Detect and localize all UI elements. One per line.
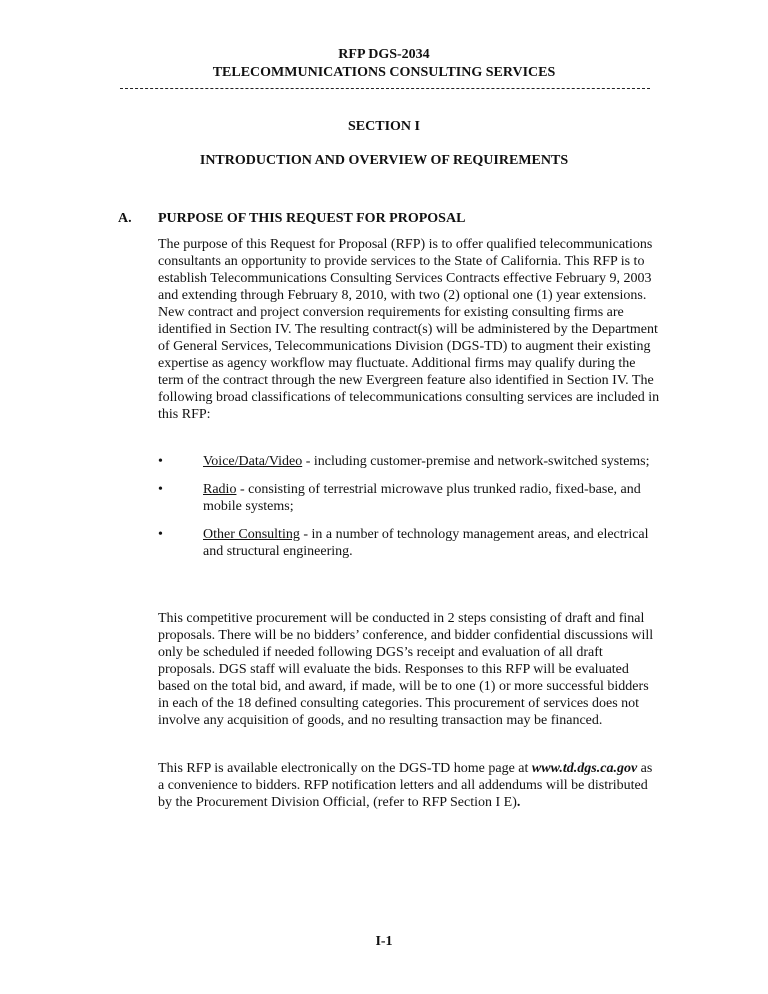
availability-text-start: This RFP is available electronically on the DGS-TD home page at <box>158 761 532 776</box>
availability-paragraph <box>158 760 660 811</box>
section-title: INTRODUCTION AND OVERVIEW OF REQUIREMENTS <box>199 153 569 168</box>
classification-term: Radio <box>203 481 237 497</box>
availability-text-end: . <box>516 795 521 810</box>
classification-term: Other Consulting <box>203 526 300 542</box>
page-number: I-1 <box>375 934 393 949</box>
bullet-icon: • <box>158 481 163 497</box>
list-item <box>158 526 660 561</box>
bullet-icon: • <box>158 526 163 542</box>
classification-description: - in a number of technology management areas, and electrical and structural engineering. <box>203 526 649 559</box>
list-item <box>158 481 660 516</box>
classification-description: - consisting of terrestrial microwave plus trunked radio, fixed-base, and mobile systems; <box>203 481 641 514</box>
dgs-td-home-page-link[interactable]: www.td.dgs.ca.gov <box>531 761 638 776</box>
rfp-title: TELECOMMUNICATIONS CONSULTING SERVICES <box>212 65 556 80</box>
subsection-title: PURPOSE OF THIS REQUEST FOR PROPOSAL <box>158 211 466 226</box>
rfp-number: RFP DGS-2034 <box>338 47 430 62</box>
subsection-number: A. <box>118 211 132 226</box>
availability-text-rest: as a convenience to bidders. RFP notification letters and all addendums will be distributed by the Procurement Division Official, (refer to RFP Section I E) <box>158 761 653 810</box>
bullet-icon: • <box>158 454 163 469</box>
classification-term: Voice/Data/Video <box>203 454 303 469</box>
section-label: SECTION I <box>348 119 420 134</box>
list-item <box>158 453 660 471</box>
purpose-paragraph: The purpose of this Request for Proposal (RFP) is to offer qualified telecommunications consultants an opportunity to provide services to the State of California. This RFP is to establish Telecommunications Consulting Services Contracts effective February 9, 2003 and extending through February 8, 2010, with two (2) optional one (1) year extensions. New contract and project conversion requirements for existing consulting firms are identified in Section IV. The resulting contract(s) will be administered by the Department of General Services, Telecommunications Division (DGS-TD) to augment their existing expertise as agency workflow may fluctuate. Additional firms may qualify during the term of the contract through the new Evergreen feature also identified in Section IV. The following broad classifications of telecommunications consulting services are included in this RFP: <box>158 237 660 422</box>
procurement-paragraph: This competitive procurement will be conducted in 2 steps consisting of draft and final proposals. There will be no bidders’ conference, and bidder confidential discussions will only be scheduled if needed following DGS’s receipt and evaluation of all draft proposals. DGS staff will evaluate the bids. Responses to this RFP will be evaluated based on the total bid, and award, if made, will be to one (1) or more successful bidders in each of the 18 defined consulting categories. This procurement of services does not involve any acquisition of goods, and no resulting transaction may be financed. <box>158 611 654 728</box>
header-divider <box>120 88 650 89</box>
service-classifications-list <box>158 453 660 571</box>
classification-description: - including customer-premise and network-switched systems; <box>302 454 650 469</box>
